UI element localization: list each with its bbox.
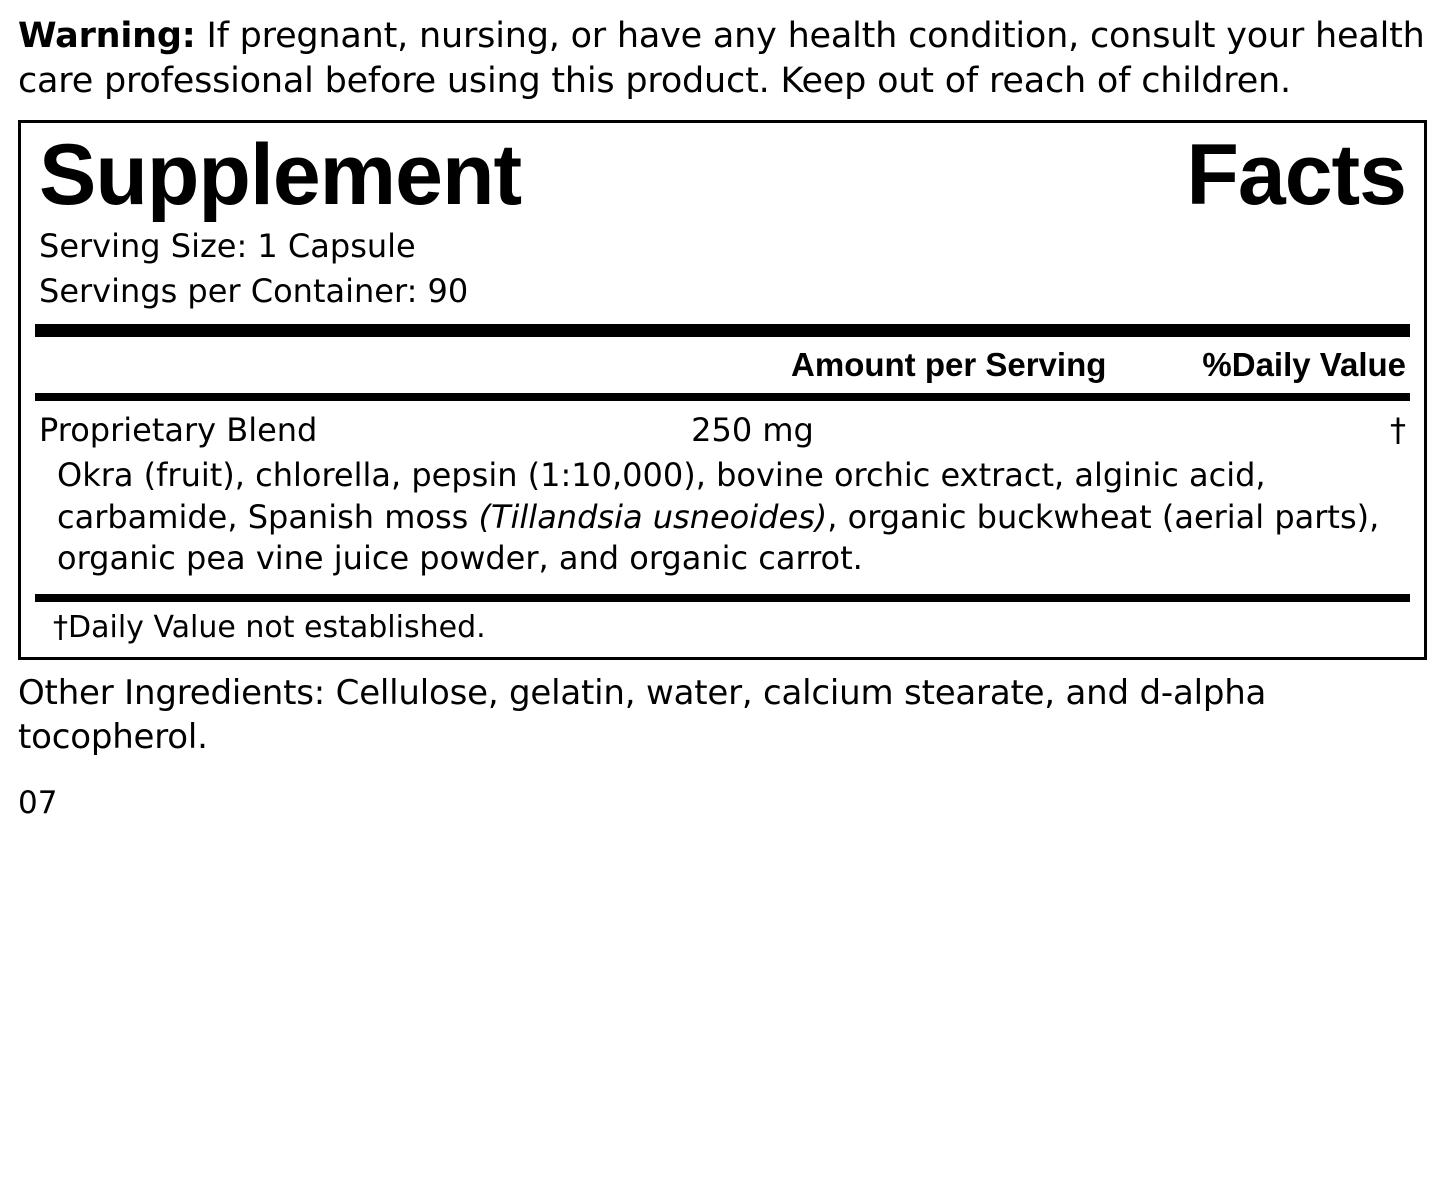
table-row	[35, 401, 1410, 453]
document-code: 07	[18, 785, 58, 822]
blend-ingredients-latin-name: (Tillandsia usneoides)	[478, 497, 828, 536]
blend-ingredients-post: , organic buckwheat (aerial parts), organic pea vine juice powder, and organic carrot.	[57, 497, 1380, 578]
other-ingredients-paragraph: Other Ingredients: Cellulose, gelatin, water, calcium stearate, and d-alpha tocopherol.	[18, 673, 1267, 757]
warning-label: Warning:	[18, 16, 196, 56]
row-name-proprietary-blend: Proprietary Blend	[39, 411, 318, 450]
warning-text: If pregnant, nursing, or have any health condition, consult your health care professional before using this product. Keep out of reach of children.	[18, 16, 1425, 101]
divider-under-headers	[35, 393, 1410, 401]
supplement-facts-title-right: Facts	[1186, 126, 1406, 223]
blend-ingredients-list	[35, 453, 1410, 586]
divider-bottom	[35, 594, 1410, 602]
blend-ingredients-pre: Okra (fruit), chlorella, pepsin (1:10,000), bovine orchic extract, alginic acid, carbamide, Spanish moss	[57, 456, 1266, 536]
daily-value-header: %Daily Value	[1202, 346, 1406, 384]
supplement-facts-title	[35, 126, 1410, 223]
supplement-facts-title-left: Supplement	[39, 126, 522, 223]
servings-per-container: Servings per Container: 90	[39, 271, 469, 310]
row-daily-value-proprietary-blend: †	[1390, 411, 1406, 450]
daily-value-footnote: †Daily Value not established.	[53, 610, 486, 646]
amount-per-serving-header: Amount per Serving	[791, 346, 1107, 384]
warning-paragraph	[18, 0, 1427, 104]
column-headers-row	[35, 337, 1410, 393]
supplement-facts-panel	[18, 120, 1427, 660]
row-amount-proprietary-blend: 250 mg	[691, 411, 814, 450]
divider-thick-top	[35, 324, 1410, 337]
serving-size: Serving Size: 1 Capsule	[39, 227, 416, 266]
